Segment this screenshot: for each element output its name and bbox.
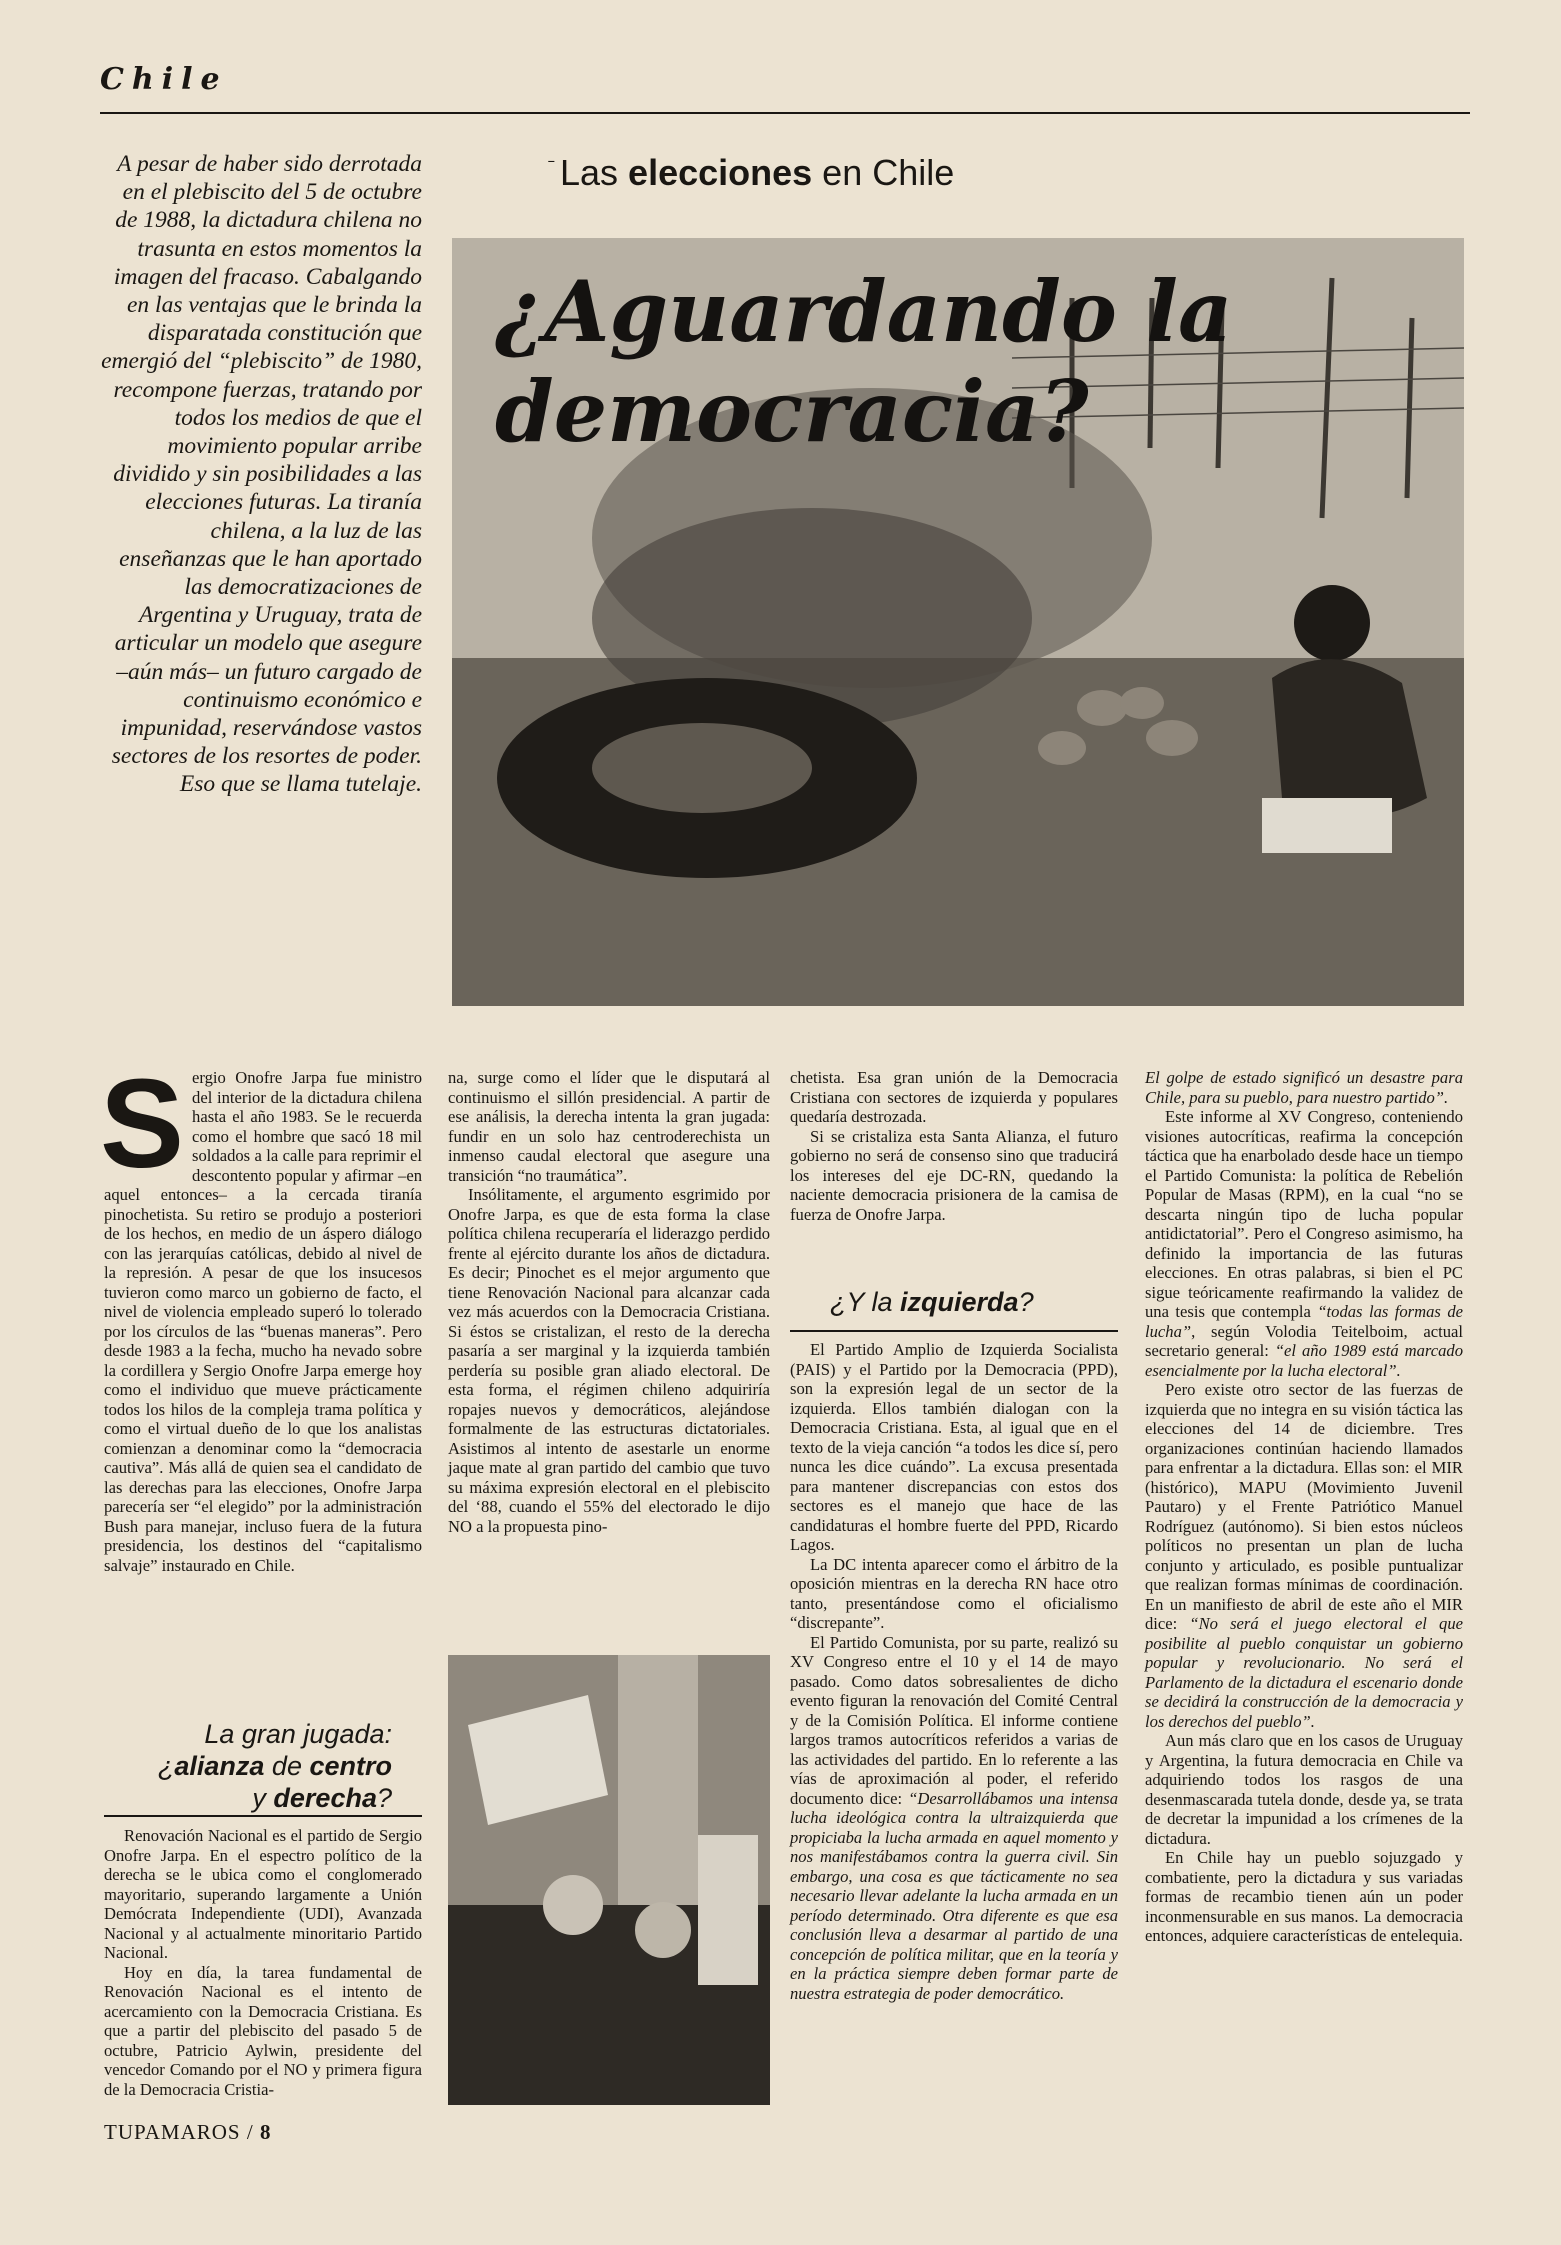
article-column-3 [790,1068,1118,1224]
paragraph: ergio Onofre Jarpa fue ministro del interior de la dictadura chilena hasta el año 1983. Se le recuerda como el hombre que sacó 18 mil soldados a la calle para reprimir el descontento popular y afirmar –en aquel entonces– a la cercada tiranía pinochetista. Su retiro se produjo a posteriori de los hechos, en medio de un áspero diálogo con las jerarquías católicas, debido al nivel de la represión. A pesar de que los insucesos tuvieron como marco un gobierno de facto, el nivel de violencia empleado superó lo tolerado por los círculos de las “buenas maneras”. Pero desde 1983 a la fecha, mucho ha nevado sobre la cordillera y Sergio Onofre Jarpa emerge hoy como el individuo que mueve prácticamente todos los hilos de la compleja trama política y como el virtual dueño de lo que los analistas comienzan a denominar como la “democracia cautiva”. Más allá de quien sea el candidato de las derechas para las elecciones, Onofre Jarpa parecería ser “el elegido” por la administración Bush para manejar, incluso fuera de la futura presidencia, los destinos del “capitalismo salvaje” instaurado en Chile. [104,1068,422,1575]
paragraph: Renovación Nacional es el partido de Sergio Onofre Jarpa. En el espectro político de la derecha se le ubica como el conglomerado mayoritario, superando largamente a Unión Demócrata Independiente (UDI), Avanzada Nacional y al actualmente minoritario Partido Nacional. [104,1826,422,1962]
headline: ¿Aguardando la democracia? [495,262,1233,461]
paragraph: na, surge como el líder que le disputará al continuismo el sillón presidencial. A partir de ese análisis, la derecha intenta la gran jugada: fundir en un solo haz centroderechista un inmenso caudal electoral que asegure una transición “no traumática”. [448,1068,770,1185]
article-column-2 [448,1068,770,1536]
paragraph: Aun más claro que en los casos de Uruguay y Argentina, la futura democracia en Chile va adquiriendo todos los rasgos de una desenmascarada tutela donde, desde ya, se trata de decretar la impunidad a los crímenes de la dictadura. [1145,1731,1463,1848]
paragraph: El Partido Amplio de Izquierda Socialista (PAIS) y el Partido por la Democracia (PPD), son la expresión legal de un sector de la izquierda. Ellos también dialogan con la Democracia Cristiana. Esta, al igual que en el texto de la vieja canción “a todos les dice sí, pero nunca les dice cuándo”. La excusa presentada para mantener discrepancias con estos dos sectores es el manejo que hace de las candidaturas el hombre fuerte del PPD, Ricardo Lagos. [790,1340,1118,1554]
paragraph: En Chile hay un pueblo sojuzgado y combatiente, pero la dictadura y sus variadas formas de recambio tienen aún un poder inconmensurable en sus manos. La democracia entonces, adquiere características de entelequia. [1145,1848,1463,1945]
subhead-rule [104,1815,422,1817]
paragraph: Insólitamente, el argumento esgrimido por Onofre Jarpa, es que de esta forma la clase política chilena recuperaría el liderazgo perdido frente al ejército durante los años de dictadura. Es decir; Pinochet es el mejor argumento que tiene Renovación Nacional para alcanzar cada vez más acuerdos con la Democracia Cristiana. Si éstos se cristalizan, el resto de la derecha pasaría a ser marginal y la izquierda también perdería su posible gran aliado electoral. De esta forma, el régimen chileno adquiriría ropajes nuevos y democráticos, alejándose formalmente de las estructuras dictatoriales. Asistimos al intento de asestarle un enorme jaque mate al gran partido del cambio que tuvo su máxima expresión electoral en el plebiscito del ‘88, cuando el 55% del electorado le dijo NO a la propuesta pino- [448,1185,770,1536]
top-rule [100,112,1470,114]
paragraph: Pero existe otro sector de las fuerzas de izquierda que no integra en su visión táctica las elecciones del 14 de diciembre. Tres organizaciones continúan haciendo llamados para enfrentar a la dictadura. Ellas son: el MIR (histórico), MAPU (Movimiento Juvenil Pautaro) y el Frente Patriótico Manuel Rodríguez (autónomo). Si bien estos núcleos políticos no presentan un plan de lucha conjunto y articulado, es posible puntualizar que realizan formas mínimas de coordinación. En un manifiesto de abril de este año el MIR dice: “No será el juego electoral el que posibilite al pueblo conquistar un gobierno popular y revolucionario. No será el Parlamento de la dictadura el escenario donde se decidirá la construcción de la democracia y los derechos del pueblo”. [1145,1380,1463,1731]
page-footer: TUPAMAROS / 8 [104,2120,272,2144]
paragraph: Hoy en día, la tarea fundamental de Renovación Nacional es el intento de acercamiento con la Democracia Cristiana. Es que a partir del plebiscito del pasado 5 de octubre, Patricio Aylwin, presidente del vencedor Comando por el NO y primera figura de la Democracia Cristia- [104,1962,422,2099]
drop-cap: S [100,1053,185,1194]
kicker: Las elecciones en Chile [560,152,955,193]
paragraph: Este informe al XV Congreso, conteniendo visiones autocríticas, reafirma la concepción táctica que ha enarbolado desde hace un tiempo el Partido Comunista: la política de Rebelión Popular de Masas (RPM), en la cual “no se descarta ningún tipo de lucha popular antidictatorial”. Pero el Congreso asimismo, ha definido la importancia de las futuras elecciones. En otras palabras, si bien el PC sigue teóricamente reafirmando la validez de una tesis que contempla “todas las formas de lucha”, según Volodia Teitelboim, actual secretario general: “el año 1989 está marcado esencialmente por la lucha electoral”. [1145,1107,1463,1380]
paragraph: El golpe de estado significó un desastre para Chile, para su pueblo, para nuestro partido”. [1145,1068,1463,1107]
subhead-gran-jugada: La gran jugada: ¿alianza de centro y derecha? [157,1719,392,1813]
article-column-1b [104,1826,422,2099]
paragraph: Si se cristaliza esta Santa Alianza, el futuro gobierno no será de consenso sino que traducirá los intereses del eje DC-RN, quedando la naciente democracia prisionera de la camisa de fuerza de Onofre Jarpa. [790,1126,1118,1224]
paragraph: chetista. Esa gran unión de la Democracia Cristiana con sectores de izquierda y populares quedaría destrozada. [790,1068,1118,1126]
subhead-izquierda: ¿Y la izquierda? [830,1287,1034,1317]
protest-photo [448,1655,770,2105]
paragraph: El Partido Comunista, por su parte, realizó su XV Congreso entre el 10 y el 14 de mayo pasado. Como datos sobresalientes de dicho evento figuran la renovación del Comité Central y de la Comisión Política. El informe contiene largos tramos autocríticos referidos a varias de las actividades del partido. En lo referente a las vías de aproximación al poder, el referido documento dice: “Desarrollábamos una intensa lucha ideológica contra la ultraizquierda que propiciaba la lucha armada en aquel momento y nos manifestábamos contra la guerra civil. Sin embargo, una cosa es que tácticamente no sea necesario llevar adelante la lucha armada en un período determinado. Otra diferente es que esa conclusión lleva a desarmar al partido de una concepción de política militar, que en la teoría y en la práctica siempre deben formar parte de nuestra estrategia de poder democrático. [790,1632,1118,2003]
section-label: Chile [100,62,228,97]
article-column-1 [100,1053,422,1575]
protest-illustration [448,1655,770,2105]
paragraph: La DC intenta aparecer como el árbitro de la oposición mientras en la derecha RN hace otro tanto, presentándose como el oficialismo “discrepante”. [790,1554,1118,1632]
kicker-mark: ˉ [548,156,555,178]
article-column-3b [790,1340,1118,2003]
article-column-4 [1145,1068,1463,1946]
subhead-rule [790,1330,1118,1332]
intro-text: A pesar de haber sido derrotada en el plebiscito del 5 de octubre de 1988, la dictadura chilena no trasunta en estos momentos la imagen del fracaso. Cabalgando en las ventajas que le brinda la disparatada constitución que emergió del “plebiscito” de 1980, recompone fuerzas, tratando por todos los medios de que el movimiento popular arribe dividido y sin posibilidades a las elecciones futuras. La tiranía chilena, a la luz de las enseñanzas que le han aportado las democratizaciones de Argentina y Uruguay, trata de articular un modelo que asegure –aún más– un futuro cargado de continuismo económico e impunidad, reservándose vastos sectores de los resortes de poder. Eso que se llama tutelaje. [101,151,422,798]
